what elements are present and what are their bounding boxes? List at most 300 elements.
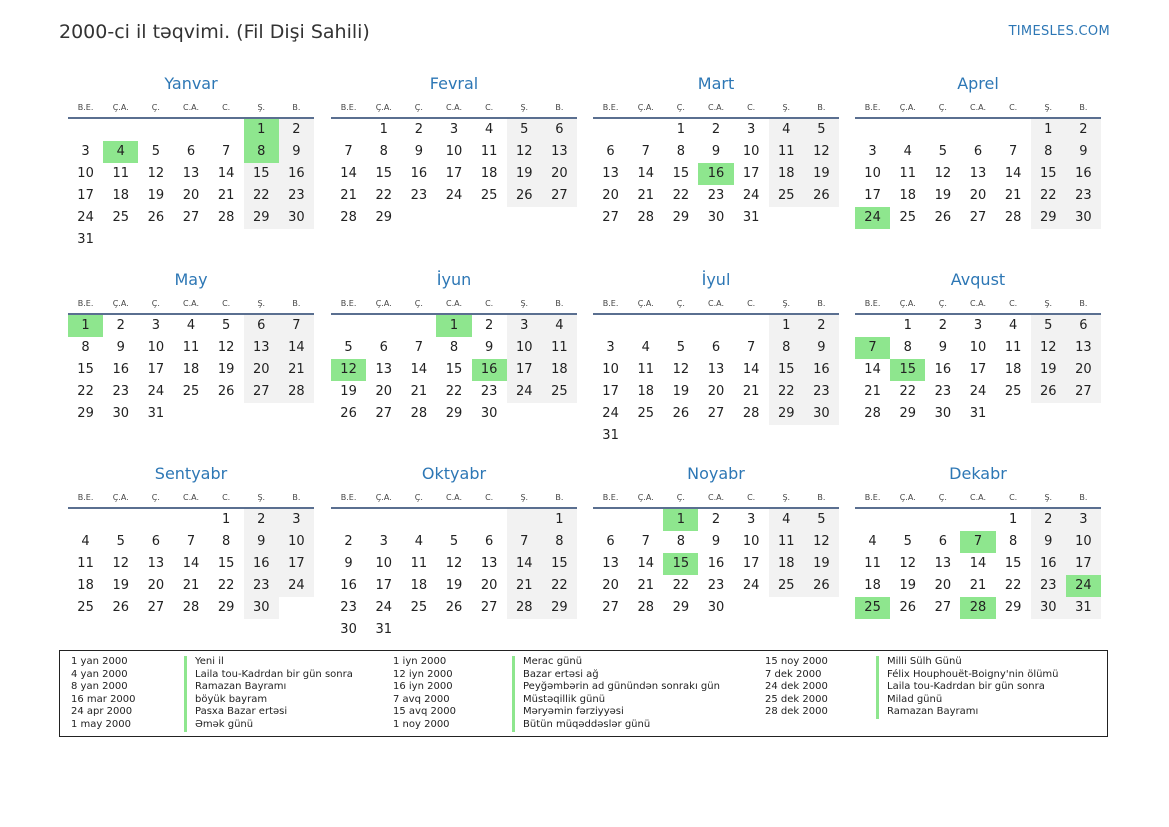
day-cell: 28 <box>217 210 235 225</box>
empty-day-cell <box>698 315 733 337</box>
weekday-label: C. <box>222 299 231 308</box>
empty-day-cell <box>138 509 173 531</box>
day-cell: 16 <box>112 362 129 377</box>
week-row <box>855 509 1101 531</box>
day-cell: 2 <box>711 122 721 137</box>
day-cell: 28 <box>864 406 881 421</box>
weekday-label: Ç. <box>938 299 947 308</box>
weekday-label: Ç. <box>151 103 160 112</box>
day-cell: 9 <box>484 340 494 355</box>
weekday-label: Ç.A. <box>112 299 129 308</box>
weekday-label: Ş. <box>1044 103 1053 112</box>
holiday-day-cell: 24 <box>1066 575 1101 597</box>
day-cell: 1 <box>769 315 804 337</box>
day-grid <box>855 315 1101 425</box>
day-cell: 5 <box>151 144 160 159</box>
day-cell: 30 <box>1066 207 1101 229</box>
empty-day-cell <box>628 425 663 447</box>
day-cell: 30 <box>112 406 129 421</box>
weekday-label: Ç. <box>414 299 423 308</box>
day-cell: 13 <box>480 556 498 571</box>
day-cell: 5 <box>938 144 947 159</box>
day-cell: 12 <box>934 166 952 181</box>
weekday-label: C.A. <box>445 103 462 112</box>
week-row <box>855 163 1101 185</box>
empty-day-cell <box>734 597 769 619</box>
legend-holiday-name: Yeni il <box>195 656 224 667</box>
empty-day-cell <box>173 229 208 251</box>
day-cell: 6 <box>711 340 721 355</box>
day-cell: 27 <box>147 600 165 615</box>
day-cell: 20 <box>147 578 165 593</box>
day-cell: 4 <box>641 340 650 355</box>
day-cell: 17 <box>77 188 94 203</box>
day-cell: 8 <box>379 144 388 159</box>
legend-holiday-name: böyük bayram <box>195 693 268 705</box>
month-name: Fevral <box>429 74 479 93</box>
day-grid <box>68 509 314 619</box>
day-cell: 29 <box>1031 207 1066 229</box>
day-cell: 10 <box>77 166 94 181</box>
day-cell: 18 <box>864 578 881 593</box>
week-row <box>331 381 577 403</box>
week-row <box>331 403 577 425</box>
day-cell: 18 <box>542 359 577 381</box>
day-cell: 15 <box>244 163 279 185</box>
month-name: Sentyabr <box>154 464 228 483</box>
day-cell: 6 <box>542 119 577 141</box>
empty-day-cell <box>68 509 103 531</box>
day-cell: 25 <box>77 600 94 615</box>
day-cell: 1 <box>221 512 231 527</box>
day-cell: 7 <box>746 340 756 355</box>
weekday-label: B.E. <box>77 103 94 112</box>
day-cell: 2 <box>116 318 125 333</box>
day-cell: 27 <box>182 210 200 225</box>
weekday-header <box>593 488 839 509</box>
day-cell: 11 <box>542 337 577 359</box>
day-cell: 27 <box>969 210 987 225</box>
day-cell: 5 <box>804 509 839 531</box>
weekday-label: Ş. <box>1044 493 1053 502</box>
week-row <box>855 531 1101 553</box>
day-cell: 25 <box>769 185 804 207</box>
week-row <box>593 163 839 185</box>
month-10 <box>331 463 577 641</box>
brand-link[interactable]: TIMESLES.COM <box>1008 24 1110 39</box>
day-cell: 29 <box>77 406 94 421</box>
weekday-label: C. <box>222 103 231 112</box>
weekday-label: B.E. <box>340 299 357 308</box>
week-row <box>855 597 1101 619</box>
day-cell: 12 <box>804 141 839 163</box>
empty-day-cell <box>663 425 698 447</box>
day-cell: 7 <box>641 534 650 549</box>
day-cell: 30 <box>480 406 498 421</box>
empty-day-cell <box>244 403 279 425</box>
weekday-label: Ç.A. <box>899 103 916 112</box>
day-cell: 7 <box>507 531 542 553</box>
day-cell: 24 <box>279 575 314 597</box>
week-row <box>68 315 314 337</box>
weekday-label: Ç. <box>414 493 423 502</box>
legend-holiday-name: Bazar ertəsi ağ <box>523 668 599 680</box>
holiday-day-cell: 28 <box>960 597 995 619</box>
day-cell: 2 <box>279 119 314 141</box>
day-cell: 25 <box>637 406 654 421</box>
day-cell: 29 <box>445 406 463 421</box>
weekday-label: Ç.A. <box>375 299 392 308</box>
day-cell: 26 <box>112 600 129 615</box>
weekday-label: Ç.A. <box>899 493 916 502</box>
day-cell: 19 <box>445 578 463 593</box>
empty-day-cell <box>209 229 244 251</box>
day-cell: 23 <box>1031 575 1066 597</box>
empty-day-cell <box>507 207 542 229</box>
day-cell: 29 <box>899 406 916 421</box>
weekday-label: B. <box>292 299 301 308</box>
day-cell: 14 <box>637 166 654 181</box>
empty-day-cell <box>996 403 1031 425</box>
day-cell: 20 <box>969 188 987 203</box>
week-row <box>855 119 1101 141</box>
day-cell: 22 <box>1004 578 1022 593</box>
week-row <box>68 403 314 425</box>
day-cell: 22 <box>899 384 916 399</box>
empty-day-cell <box>366 509 401 531</box>
day-cell: 20 <box>602 578 619 593</box>
week-row <box>855 207 1101 229</box>
day-cell: 13 <box>934 556 952 571</box>
day-cell: 24 <box>602 406 619 421</box>
day-cell: 7 <box>186 534 196 549</box>
holiday-day-cell: 4 <box>103 141 138 163</box>
day-cell: 17 <box>147 362 165 377</box>
weekday-label: Ç.A. <box>375 493 392 502</box>
page-title: 2000-ci il təqvimi. (Fil Dişi Sahili) <box>59 21 370 43</box>
day-cell: 14 <box>637 556 654 571</box>
day-cell: 8 <box>1008 534 1018 549</box>
day-cell: 22 <box>672 578 690 593</box>
empty-day-cell <box>366 315 401 337</box>
day-cell: 25 <box>899 210 916 225</box>
day-cell: 21 <box>637 188 654 203</box>
day-cell: 10 <box>742 534 760 549</box>
empty-day-cell <box>138 119 173 141</box>
day-cell: 23 <box>934 384 952 399</box>
day-cell: 25 <box>1004 384 1022 399</box>
day-cell: 11 <box>769 141 804 163</box>
day-cell: 20 <box>480 578 498 593</box>
empty-day-cell <box>472 207 507 229</box>
day-cell: 6 <box>606 144 615 159</box>
holiday-day-cell: 12 <box>331 359 366 381</box>
day-cell: 29 <box>244 207 279 229</box>
empty-day-cell <box>542 619 577 641</box>
day-cell: 20 <box>1066 359 1101 381</box>
week-row <box>68 337 314 359</box>
empty-day-cell <box>436 619 471 641</box>
day-cell: 3 <box>151 318 160 333</box>
day-cell: 13 <box>602 166 619 181</box>
empty-day-cell <box>279 229 314 251</box>
legend-date: 1 yan 2000 <box>71 656 128 667</box>
legend-date: 1 may 2000 <box>71 718 131 730</box>
weekday-label: B. <box>1079 299 1088 308</box>
day-cell: 3 <box>746 512 756 527</box>
day-cell: 16 <box>1066 163 1101 185</box>
day-cell: 12 <box>899 556 916 571</box>
month-name: Oktyabr <box>421 464 487 483</box>
day-cell: 12 <box>507 141 542 163</box>
week-row <box>68 381 314 403</box>
day-cell: 14 <box>182 556 200 571</box>
legend-holiday-name: Bütün müqəddəslər günü <box>523 718 651 730</box>
day-cell: 8 <box>903 340 912 355</box>
empty-day-cell <box>628 509 663 531</box>
day-cell: 14 <box>742 362 760 377</box>
day-cell: 23 <box>804 381 839 403</box>
weekday-label: C. <box>222 493 231 502</box>
week-row <box>331 141 577 163</box>
weekday-label: Ç. <box>676 103 685 112</box>
day-cell: 31 <box>147 406 165 421</box>
week-row <box>68 597 314 619</box>
day-cell: 18 <box>410 578 428 593</box>
day-cell: 19 <box>804 163 839 185</box>
weekday-label: C. <box>485 103 494 112</box>
day-cell: 5 <box>116 534 125 549</box>
day-cell: 25 <box>769 575 804 597</box>
day-cell: 9 <box>1066 141 1101 163</box>
day-cell: 6 <box>1066 315 1101 337</box>
month-name: Dekabr <box>949 464 1007 483</box>
week-row <box>593 531 839 553</box>
day-cell: 11 <box>77 556 94 571</box>
day-cell: 1 <box>1031 119 1066 141</box>
day-cell: 27 <box>542 185 577 207</box>
day-cell: 31 <box>77 232 94 247</box>
day-cell: 25 <box>542 381 577 403</box>
day-cell: 4 <box>484 122 494 137</box>
weekday-label: Ş. <box>257 103 266 112</box>
day-cell: 30 <box>244 597 279 619</box>
empty-day-cell <box>663 315 698 337</box>
legend-dates-col-2 <box>393 656 456 732</box>
week-row <box>331 359 577 381</box>
day-cell: 2 <box>414 122 423 137</box>
day-cell: 30 <box>804 403 839 425</box>
weekday-label: B.E. <box>77 493 94 502</box>
day-cell: 24 <box>375 600 392 615</box>
weekday-label: B. <box>817 493 826 502</box>
day-cell: 30 <box>1031 597 1066 619</box>
holiday-day-cell: 16 <box>472 359 507 381</box>
day-cell: 19 <box>672 384 690 399</box>
empty-day-cell <box>173 509 208 531</box>
day-cell: 19 <box>217 362 235 377</box>
empty-day-cell <box>734 315 769 337</box>
day-cell: 17 <box>969 362 987 377</box>
day-cell: 4 <box>414 534 423 549</box>
month-7 <box>593 269 839 447</box>
day-cell: 31 <box>602 428 619 443</box>
weekday-label: B. <box>555 493 564 502</box>
month-name: İyun <box>436 270 472 289</box>
day-cell: 6 <box>938 534 947 549</box>
empty-day-cell <box>436 207 471 229</box>
day-cell: 2 <box>484 318 494 333</box>
day-cell: 22 <box>217 578 235 593</box>
day-cell: 6 <box>151 534 160 549</box>
weekday-label: C.A. <box>182 103 199 112</box>
weekday-label: B. <box>1079 493 1088 502</box>
day-cell: 31 <box>375 622 392 637</box>
week-row <box>855 315 1101 337</box>
legend-date: 25 dek 2000 <box>765 693 828 705</box>
week-row <box>331 509 577 531</box>
holiday-day-cell: 1 <box>68 315 103 337</box>
weekday-header <box>331 294 577 315</box>
day-cell: 21 <box>864 384 881 399</box>
weekday-label: Ç. <box>938 103 947 112</box>
empty-day-cell <box>804 597 839 619</box>
weekday-label: C. <box>747 103 756 112</box>
day-cell: 15 <box>1004 556 1022 571</box>
day-cell: 9 <box>244 531 279 553</box>
day-cell: 29 <box>1004 600 1022 615</box>
day-cell: 3 <box>1066 509 1101 531</box>
day-cell: 2 <box>344 534 353 549</box>
day-cell: 28 <box>637 600 654 615</box>
week-row <box>331 575 577 597</box>
month-4 <box>855 73 1101 229</box>
empty-day-cell <box>401 509 436 531</box>
holiday-day-cell: 8 <box>244 141 279 163</box>
day-cell: 26 <box>1031 381 1066 403</box>
day-cell: 23 <box>410 188 428 203</box>
day-cell: 12 <box>445 556 463 571</box>
day-cell: 27 <box>480 600 498 615</box>
legend-date: 7 avq 2000 <box>393 693 450 705</box>
weekday-header <box>68 488 314 509</box>
weekday-label: B. <box>292 493 301 502</box>
empty-day-cell <box>507 509 542 531</box>
day-cell: 9 <box>116 340 125 355</box>
day-cell: 7 <box>221 144 231 159</box>
empty-day-cell <box>1066 403 1101 425</box>
week-row <box>593 337 839 359</box>
day-cell: 3 <box>973 318 983 333</box>
week-row <box>855 381 1101 403</box>
day-cell: 18 <box>637 384 654 399</box>
weekday-label: B. <box>555 299 564 308</box>
day-cell: 4 <box>186 318 196 333</box>
week-row <box>593 381 839 403</box>
weekday-header <box>331 488 577 509</box>
legend-holiday-name: Peyğəmbərin ad günündən sonrakı gün <box>523 681 720 693</box>
day-cell: 12 <box>672 362 690 377</box>
day-cell: 23 <box>244 575 279 597</box>
day-cell: 4 <box>769 509 804 531</box>
legend-date: 8 yan 2000 <box>71 681 128 693</box>
weekday-label: B.E. <box>340 493 357 502</box>
holiday-day-cell: 1 <box>436 315 471 337</box>
day-cell: 28 <box>279 381 314 403</box>
day-cell: 17 <box>864 188 881 203</box>
day-cell: 23 <box>707 578 725 593</box>
month-name: Yanvar <box>164 74 218 93</box>
day-cell: 5 <box>344 340 353 355</box>
weekday-header <box>331 98 577 119</box>
weekday-label: C.A. <box>969 299 986 308</box>
day-cell: 5 <box>804 119 839 141</box>
day-cell: 28 <box>742 406 760 421</box>
week-row <box>331 553 577 575</box>
weekday-label: B.E. <box>864 493 881 502</box>
day-cell: 1 <box>1008 512 1018 527</box>
weekday-label: C. <box>747 299 756 308</box>
month-name: May <box>174 270 208 289</box>
weekday-header <box>855 98 1101 119</box>
day-cell: 26 <box>147 210 165 225</box>
day-cell: 7 <box>279 315 314 337</box>
day-cell: 29 <box>217 600 235 615</box>
empty-day-cell <box>103 119 138 141</box>
day-cell: 14 <box>340 166 357 181</box>
weekday-label: Ç. <box>676 493 685 502</box>
weekday-label: C.A. <box>445 299 462 308</box>
day-cell: 12 <box>217 340 235 355</box>
holiday-day-cell: 15 <box>663 553 698 575</box>
day-cell: 17 <box>742 166 760 181</box>
day-cell: 8 <box>449 340 459 355</box>
day-cell: 24 <box>742 188 760 203</box>
legend-date: 7 dek 2000 <box>765 668 822 680</box>
weekday-label: Ç.A. <box>112 103 129 112</box>
day-cell: 13 <box>969 166 987 181</box>
day-cell: 11 <box>864 556 881 571</box>
day-cell: 29 <box>769 403 804 425</box>
week-row <box>593 403 839 425</box>
day-cell: 7 <box>414 340 423 355</box>
day-grid <box>331 119 577 229</box>
week-row <box>593 597 839 619</box>
day-cell: 1 <box>676 122 685 137</box>
legend-holiday-name: Laila tou-Kadrdan bir gün sonra <box>887 681 1045 693</box>
day-cell: 8 <box>81 340 90 355</box>
day-cell: 21 <box>182 578 200 593</box>
month-2 <box>331 73 577 229</box>
day-cell: 16 <box>1031 553 1066 575</box>
day-cell: 10 <box>602 362 619 377</box>
weekday-label: B. <box>1079 103 1088 112</box>
day-cell: 24 <box>445 188 463 203</box>
day-cell: 9 <box>804 337 839 359</box>
weekday-header <box>855 294 1101 315</box>
day-cell: 4 <box>1008 318 1018 333</box>
day-cell: 19 <box>340 384 357 399</box>
day-cell: 25 <box>112 210 129 225</box>
legend-date: 24 dek 2000 <box>765 681 828 693</box>
day-cell: 20 <box>934 578 952 593</box>
day-cell: 13 <box>1066 337 1101 359</box>
day-cell: 27 <box>707 406 725 421</box>
week-row <box>593 553 839 575</box>
week-row <box>593 141 839 163</box>
day-cell: 24 <box>507 381 542 403</box>
day-cell: 7 <box>641 144 650 159</box>
